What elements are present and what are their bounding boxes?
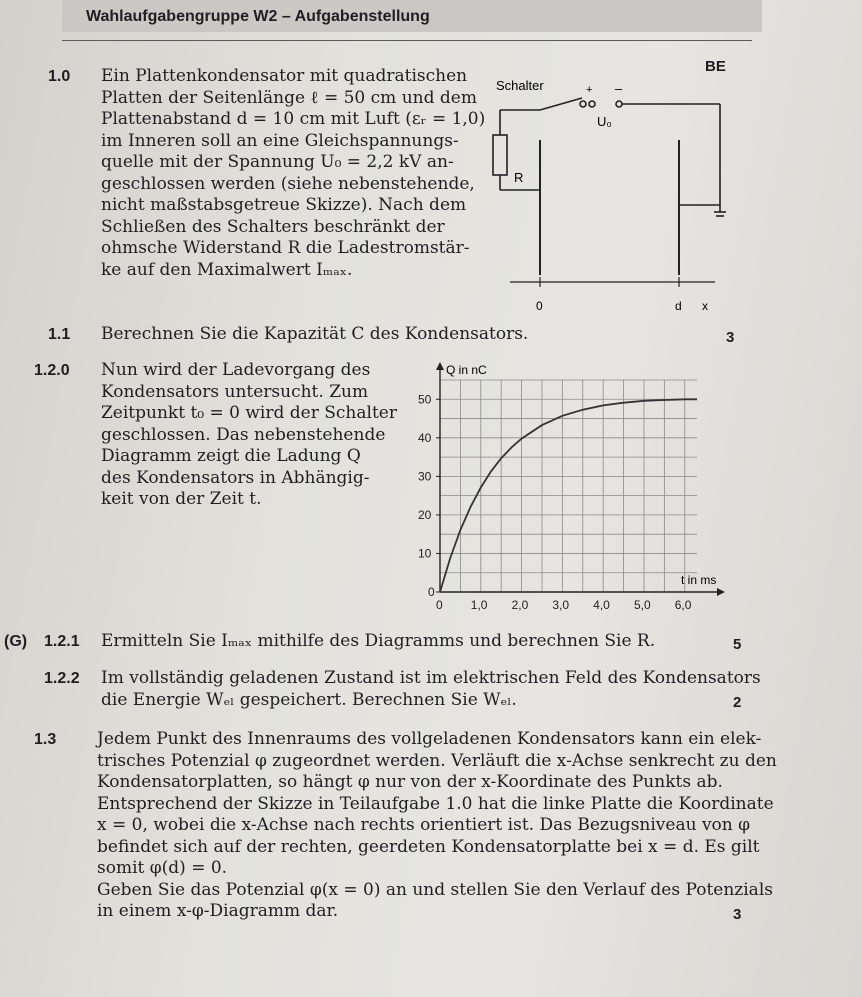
text-line: x = 0, wobei die x-Achse nach rechts orientiert ist. Das Bezugsniveau von φ <box>97 815 751 835</box>
y-tick-label: 50 <box>418 392 432 407</box>
chart-ticks <box>418 392 692 612</box>
resistor-label: R <box>514 170 524 185</box>
task-1-3-points: 3 <box>733 906 742 923</box>
task-1-2-2-points: 2 <box>733 694 742 711</box>
task-1-2-1-text: Ermitteln Sie Iₘₐₓ mithilfe des Diagramms und berechnen Sie R. <box>101 631 656 651</box>
task-1-2-0-number: 1.2.0 <box>34 362 70 379</box>
task-1-2-0-text <box>101 360 397 511</box>
text-line: nicht maßstabsgetreue Skizze). Nach dem <box>101 195 467 215</box>
y-tick-label: 30 <box>418 469 432 484</box>
x-tick-label: 6,0 <box>674 598 692 612</box>
text-line: Diagramm zeigt die Ladung Q <box>101 446 361 466</box>
x-axis-arrow <box>717 588 725 596</box>
be-column-label: BE <box>705 58 726 75</box>
task-1-2-2-text <box>101 668 761 711</box>
task-1-0-text <box>101 66 485 281</box>
task-1-2-1-number: 1.2.1 <box>44 633 80 650</box>
text-line: ke auf den Maximalwert Iₘₐₓ. <box>101 259 353 280</box>
text-line: Nun wird der Ladevorgang des <box>101 360 371 380</box>
text-line: keit von der Zeit t. <box>101 489 262 509</box>
text-line: somit φ(d) = 0. <box>97 858 228 878</box>
text-line: Kondensators untersucht. Zum <box>101 381 369 402</box>
x-tick-label: 5,0 <box>633 598 651 612</box>
resistor <box>493 135 507 175</box>
charge-time-chart <box>400 355 760 620</box>
task-1-1-number: 1.1 <box>48 326 71 343</box>
chart-grid <box>440 380 697 592</box>
task-1-3-text <box>97 729 777 923</box>
x-tick-label: 1,0 <box>470 598 488 612</box>
task-1-2-1-points: 5 <box>733 636 742 653</box>
text-line: im Inneren soll an eine Gleichspannungs- <box>101 130 459 151</box>
text-line: quelle mit der Spannung U₀ = 2,2 kV an- <box>101 152 454 172</box>
text-line: in einem x-φ-Diagramm dar. <box>97 901 339 921</box>
circuit-diagram <box>470 70 760 320</box>
x-tick-label: 2,0 <box>511 598 529 612</box>
task-1-3-number: 1.3 <box>34 731 57 748</box>
task-1-2-1-marker: (G) <box>4 633 28 650</box>
text-line: Geben Sie das Potenzial φ(x = 0) an und stellen Sie den Verlauf des Potenzials <box>97 879 773 900</box>
chart-x-axis-label: t in ms <box>681 573 717 587</box>
header-title: Wahlaufgabengruppe W2 – Aufgabenstellung <box>86 8 430 25</box>
text-line: geschlossen. Das nebenstehende <box>101 424 386 445</box>
task-1-0-number: 1.0 <box>48 68 71 85</box>
text-line: Schließen des Schalters beschränkt der <box>101 216 445 237</box>
text-line: die Energie Wₑₗ gespeichert. Berechnen Sie Wₑₗ. <box>101 689 517 710</box>
x-tick-label: 3,0 <box>552 598 570 612</box>
text-line: Plattenabstand d = 10 cm mit Luft (εᵣ = 1,0) <box>101 109 486 129</box>
text-line: des Kondensators in Abhängig- <box>101 467 370 488</box>
x-tick-label: 0 <box>436 598 443 612</box>
y-tick-label: 0 <box>428 585 435 599</box>
text-line: geschlossen werden (siehe nebenstehende, <box>101 173 475 194</box>
text-line: Kondensatorplatten, so hängt φ nur von der x-Koordinate des Punkts ab. <box>97 772 723 792</box>
minus-sign: – <box>615 81 623 96</box>
text-line: befindet sich auf der rechten, geerdeten Kondensatorplatte bei x = d. Es gilt <box>97 836 760 857</box>
text-line: Jedem Punkt des Innenraums des vollgeladenen Kondensators kann ein elek- <box>97 729 762 749</box>
y-tick-label: 40 <box>418 430 432 445</box>
y-axis-arrow <box>436 362 444 370</box>
header-divider <box>62 40 752 41</box>
x-tick-label: 4,0 <box>593 598 610 612</box>
text-line: Entsprechend der Skizze in Teilaufgabe 1.0 hat die linke Platte die Koordinate <box>97 793 774 814</box>
source-label: U₀ <box>597 114 612 129</box>
text-line: Ein Plattenkondensator mit quadratischen <box>101 66 468 86</box>
switch-contact <box>580 101 586 107</box>
chart-y-axis-label: Q in nC <box>446 363 487 377</box>
text-line: Zeitpunkt t₀ = 0 wird der Schalter <box>101 403 397 423</box>
text-line: ohmsche Widerstand R die Ladestromstär- <box>101 238 470 258</box>
text-line: Platten der Seitenlänge ℓ = 50 cm und dem <box>101 87 477 108</box>
axis-label-zero: 0 <box>536 299 543 313</box>
y-tick-label: 20 <box>418 507 432 522</box>
switch-label: Schalter <box>496 78 544 93</box>
y-tick-label: 10 <box>418 546 432 561</box>
source-terminal-minus <box>616 101 622 107</box>
task-1-2-2-number: 1.2.2 <box>44 670 80 687</box>
text-line: Im vollständig geladenen Zustand ist im elektrischen Feld des Kondensators <box>101 668 761 688</box>
axis-label-d: d <box>675 299 682 313</box>
task-1-1-text: Berechnen Sie die Kapazität C des Kondensators. <box>101 324 529 344</box>
task-1-1-points: 3 <box>726 329 735 346</box>
text-line: trisches Potenzial φ zugeordnet werden. Verläuft die x-Achse senkrecht zu den <box>97 750 777 771</box>
switch-lever <box>540 98 582 110</box>
source-terminal-plus <box>589 101 595 107</box>
chart-axes <box>436 362 725 596</box>
plus-sign: + <box>586 84 593 96</box>
axis-label-x: x <box>702 299 708 313</box>
